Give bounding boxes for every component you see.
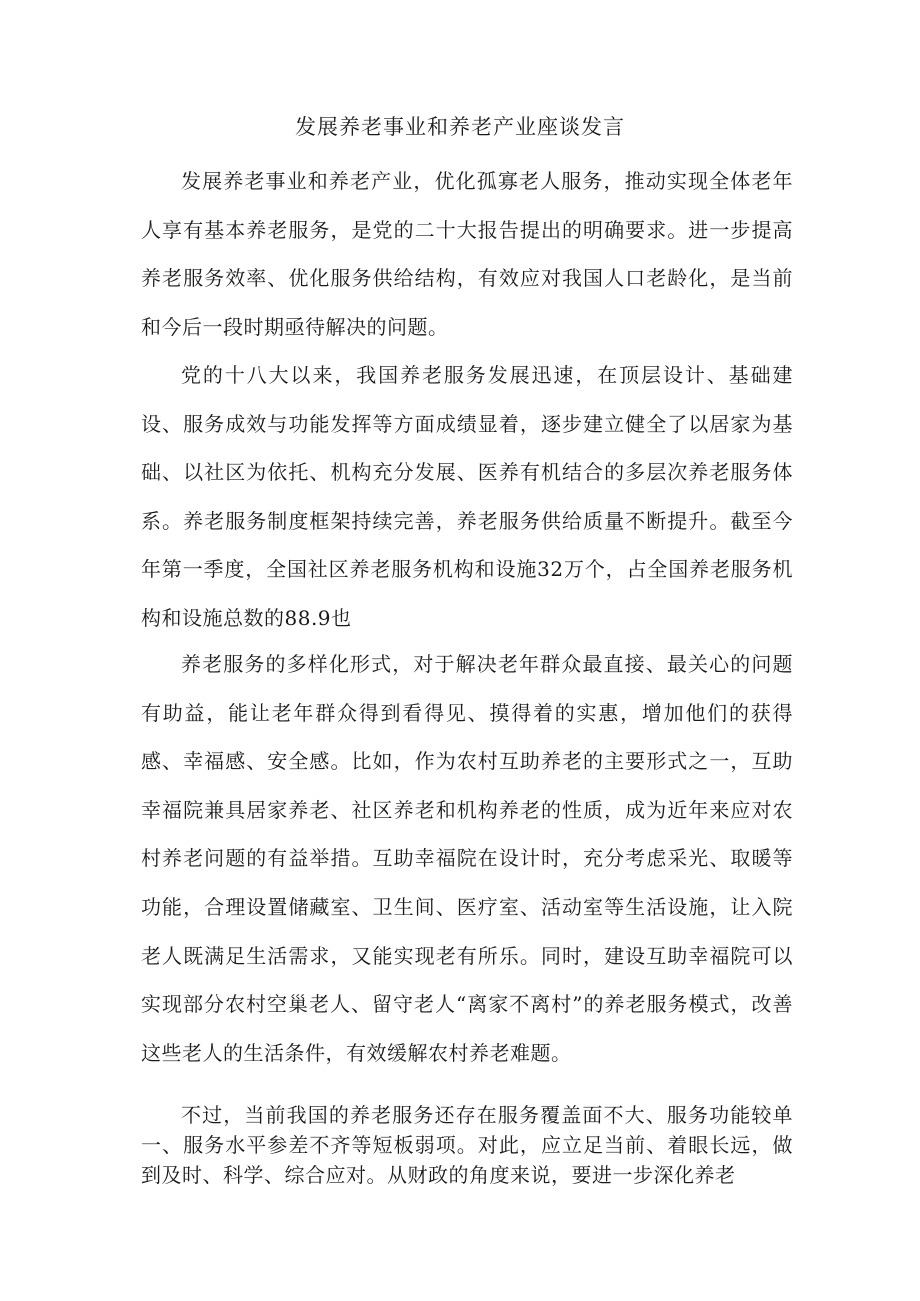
paragraph-2: 党的十八大以来，我国养老服务发展迅速，在顶层设计、基础建设、服务成效与功能发挥等方面成绩显着，逐步建立健全了以居家为基础、以社区为依托、机构充分发展、医养有机结合的多层次养老服务体系。养老服务制度框架持续完善，养老服务供给质量不断提升。截至今年第一季度，全国社区养老服务机构和设施32万个，占全国养老服务机构和设施总数的88.9也	[141, 363, 793, 630]
paragraph-3: 养老服务的多样化形式，对于解决老年群众最直接、最关心的问题有助益，能让老年群众得到看得见、摸得着的实惠，增加他们的获得感、幸福感、安全感。比如，作为农村互助养老的主要形式之一，互助幸福院兼具居家养老、社区养老和机构养老的性质，成为近年来应对农村养老问题的有益举措。互助幸福院在设计时，充分考虑采光、取暖等功能，合理设置储藏室、卫生间、医疗室、活动室等生活设施，让入院老人既满足生活需求，又能实现老有所乐。同时，建设互助幸福院可以实现部分农村空巢老人、留守老人“离家不离村”的养老服务模式，改善这些老人的生活条件，有效缓解农村养老难题。	[141, 652, 793, 1065]
paragraph-1: 发展养老事业和养老产业，优化孤寡老人服务，推动实现全体老年人享有基本养老服务，是党的二十大报告提出的明确要求。进一步提高养老服务效率、优化服务供给结构，有效应对我国人口老龄化，是当前和今后一段时期亟待解决的问题。	[141, 169, 793, 339]
document-title: 发展养老事业和养老产业座谈发言	[295, 115, 625, 139]
paragraph-4: 不过，当前我国的养老服务还存在服务覆盖面不大、服务功能较单一、服务水平参差不齐等短板弱项。对此，应立足当前、着眼长远，做到及时、科学、综合应对。从财政的角度来说，要进一步深化养老	[141, 1103, 793, 1187]
